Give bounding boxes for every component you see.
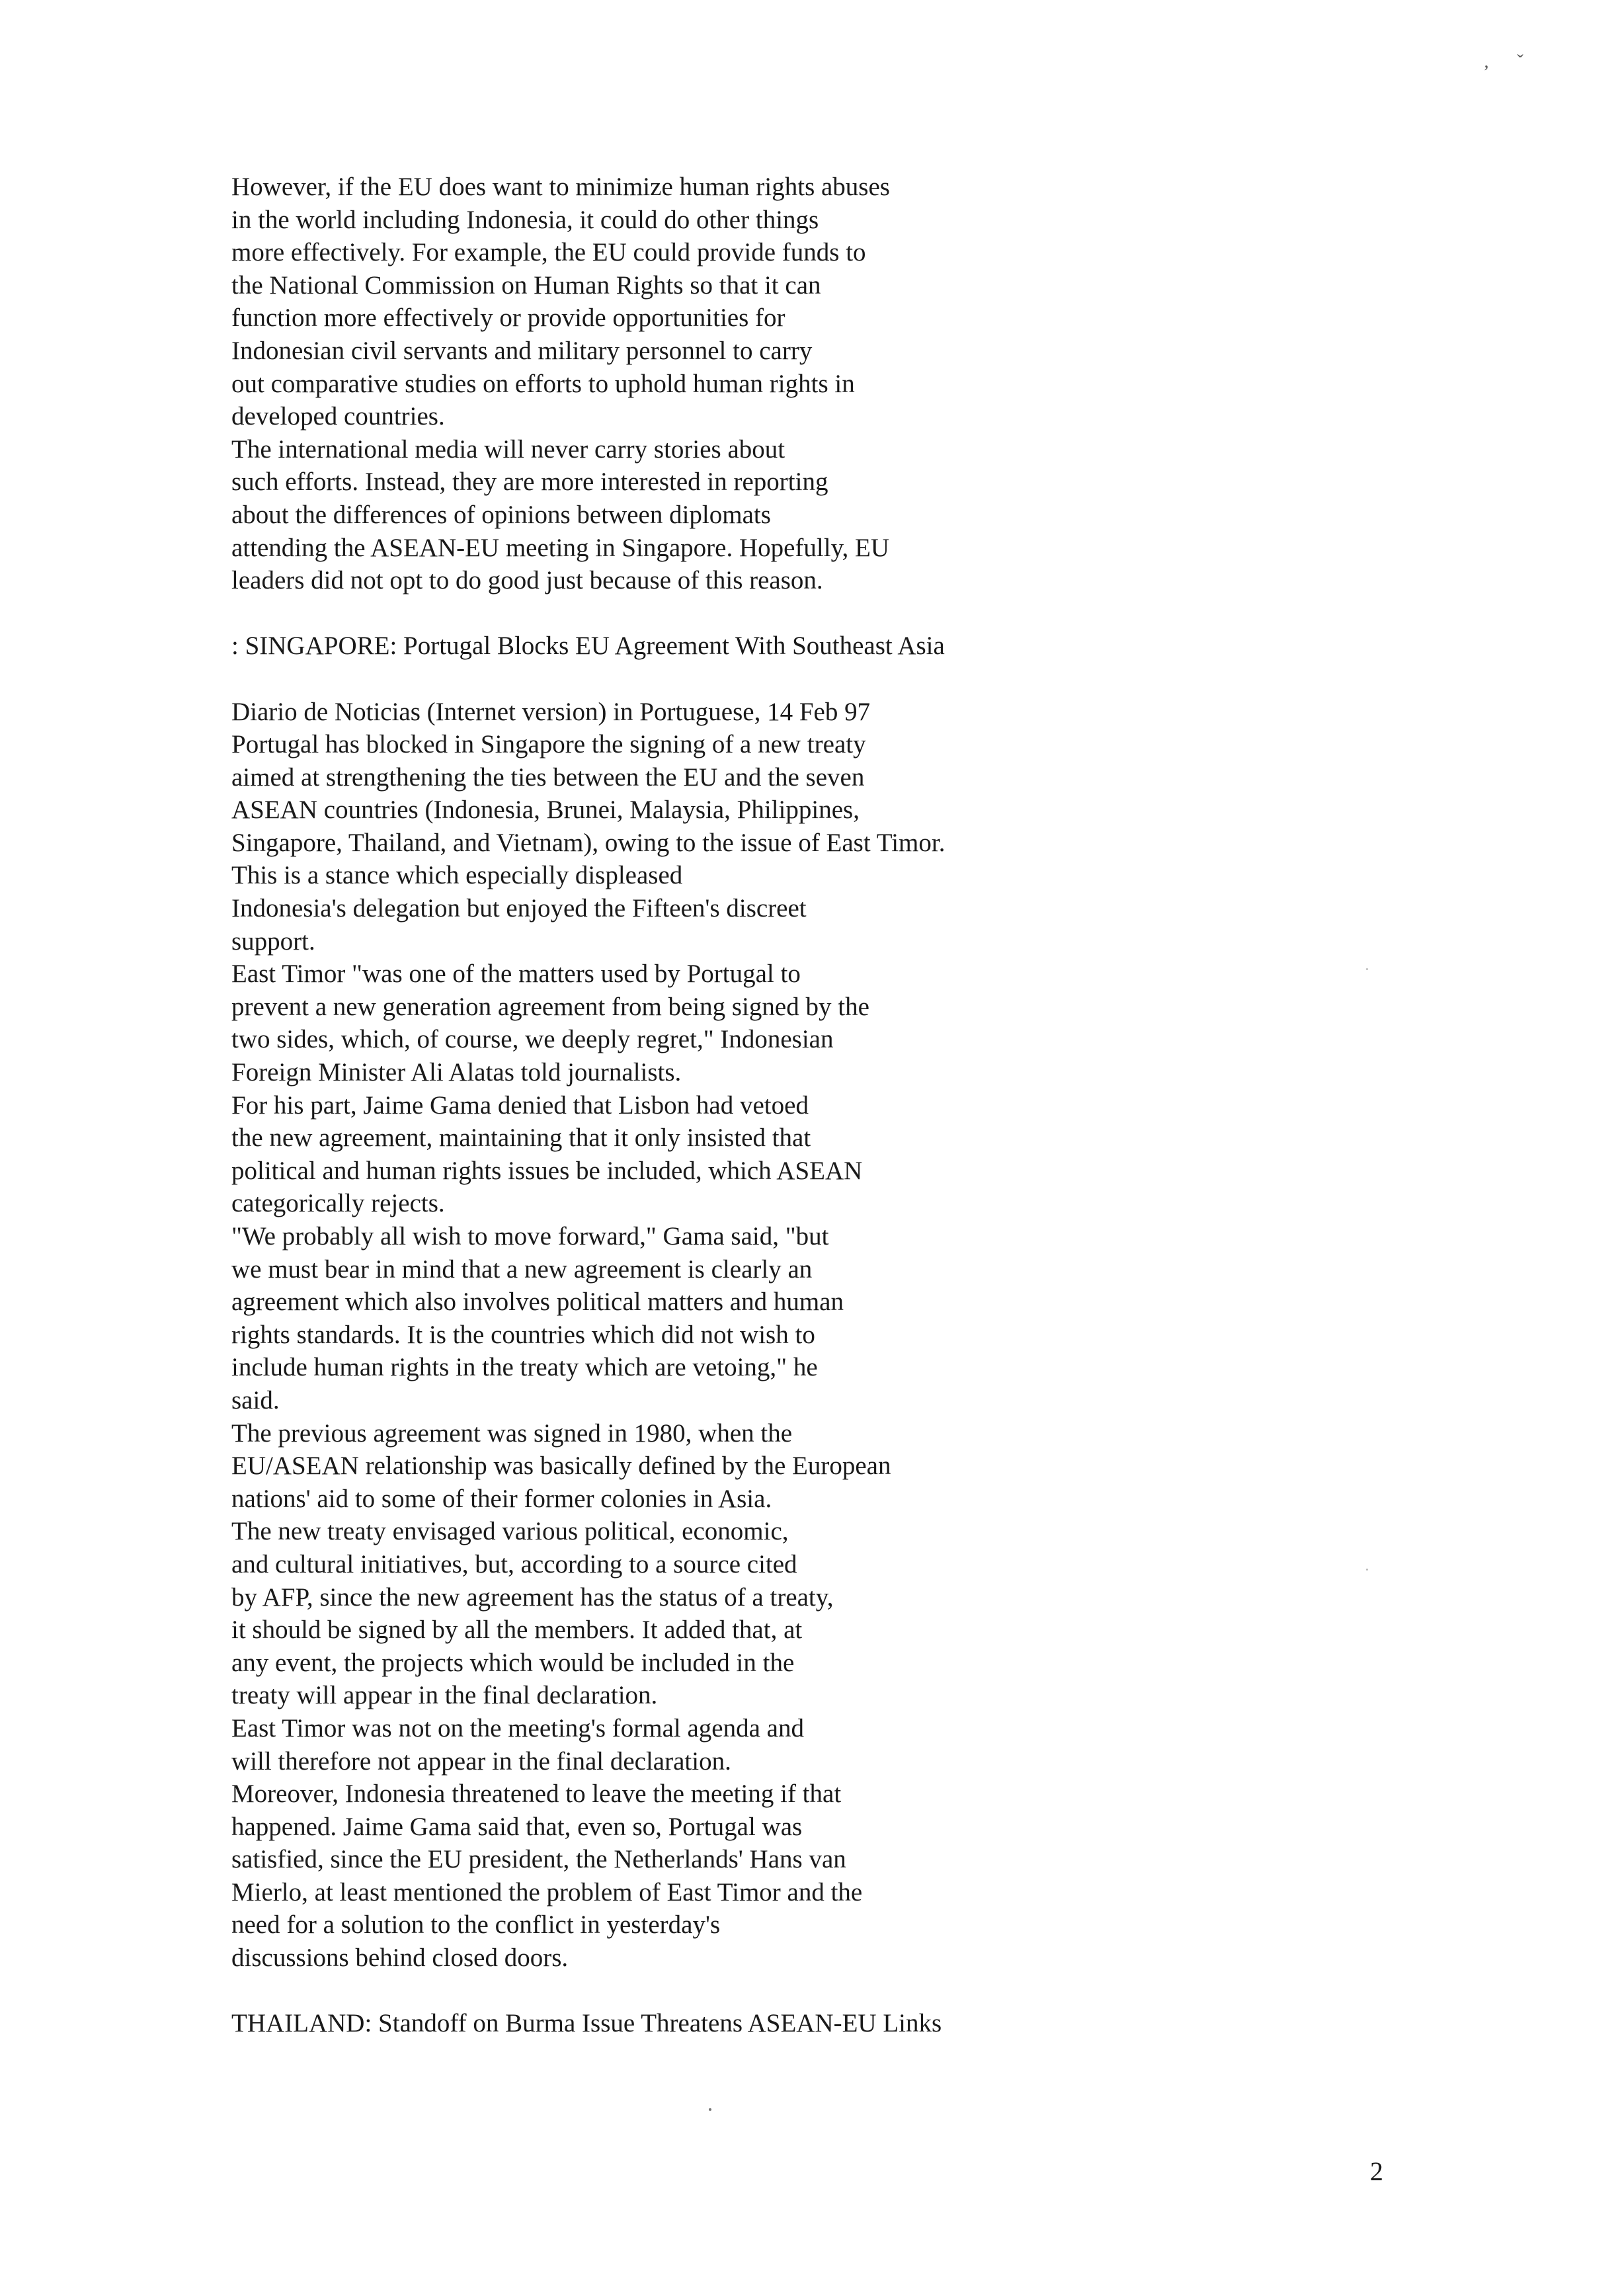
text-line: Indonesia's delegation but enjoyed the Fifteen's discreet	[231, 894, 807, 923]
text-line: happened. Jaime Gama said that, even so, Portugal was	[231, 1812, 803, 1841]
text-line: the new agreement, maintaining that it only insisted that	[231, 1124, 811, 1153]
text-line: in the world including Indonesia, it could do other things	[231, 205, 819, 234]
text-line: by AFP, since the new agreement has the status of a treaty,	[231, 1582, 834, 1612]
text-line: The new treaty envisaged various political, economic,	[231, 1517, 789, 1546]
text-line: Foreign Minister Ali Alatas told journalists.	[231, 1058, 682, 1087]
text-line: the National Commission on Human Rights so that it can	[231, 270, 821, 300]
text-line: East Timor was not on the meeting's formal agenda and	[231, 1713, 804, 1742]
scan-mark: , ˇ	[1484, 52, 1535, 72]
text-line: political and human rights issues be included, which ASEAN	[231, 1156, 863, 1185]
text-line: Portugal has blocked in Singapore the signing of a new treaty	[231, 730, 866, 759]
scan-speck	[709, 2108, 711, 2111]
text-line: Diario de Noticias (Internet version) in Portuguese, 14 Feb 97	[231, 697, 871, 726]
text-line: aimed at strengthening the ties between the EU and the seven	[231, 762, 865, 792]
text-line: EU/ASEAN relationship was basically defined by the European	[231, 1452, 891, 1481]
text-line: Moreover, Indonesia threatened to leave the meeting if that	[231, 1780, 842, 1809]
text-line: attending the ASEAN-EU meeting in Singapore. Hopefully, EU	[231, 533, 890, 562]
scan-speck	[1366, 968, 1368, 970]
text-line: East Timor "was one of the matters used by Portugal to	[231, 960, 801, 989]
text-line: treaty will appear in the final declaration.	[231, 1681, 658, 1710]
paragraph-gap	[231, 663, 1455, 696]
text-line: and cultural initiatives, but, according to a source cited	[231, 1549, 797, 1578]
text-line: nations' aid to some of their former colonies in Asia.	[231, 1484, 772, 1513]
text-line: categorically rejects.	[231, 1189, 445, 1218]
text-line: For his part, Jaime Gama denied that Lisbon had vetoed	[231, 1090, 809, 1120]
text-line: However, if the EU does want to minimize human rights abuses	[231, 173, 890, 201]
text-line: Indonesian civil servants and military personnel to carry	[231, 336, 813, 365]
paragraph-gap	[231, 597, 1455, 630]
text-line: rights standards. It is the countries which did not wish to	[231, 1320, 815, 1349]
text-line: will therefore not appear in the final declaration.	[231, 1746, 731, 1776]
text-line: more effectively. For example, the EU could provide funds to	[231, 238, 866, 267]
text-line: support.	[231, 926, 315, 956]
paragraph-gap	[231, 1975, 1455, 2008]
text-line: out comparative studies on efforts to uphold human rights in	[231, 369, 855, 398]
text-line: include human rights in the treaty which are vetoing," he	[231, 1353, 818, 1382]
text-line: such efforts. Instead, they are more interested in reporting	[231, 468, 828, 497]
text-line: about the differences of opinions between diplomats	[231, 500, 771, 529]
scan-speck	[1366, 1569, 1368, 1571]
text-line: discussions behind closed doors.	[231, 1944, 569, 1973]
text-line: THAILAND: Standoff on Burma Issue Threatens ASEAN-EU Links	[231, 2009, 942, 2038]
text-line: "We probably all wish to move forward," Gama said, "but	[231, 1222, 829, 1250]
text-line: : SINGAPORE: Portugal Blocks EU Agreement With Southeast Asia	[231, 632, 945, 661]
text-line: we must bear in mind that a new agreement is clearly an	[231, 1254, 813, 1284]
text-line: This is a stance which especially displeased	[231, 861, 683, 890]
text-line: said.	[231, 1385, 280, 1414]
text-line: leaders did not opt to do good just because of this reason.	[231, 566, 823, 595]
body-text	[231, 171, 1455, 2040]
text-line: satisfied, since the EU president, the Netherlands' Hans van	[231, 1845, 846, 1874]
text-line: ASEAN countries (Indonesia, Brunei, Malaysia, Philippines,	[231, 796, 860, 825]
text-line: Mierlo, at least mentioned the problem of East Timor and the	[231, 1877, 863, 1906]
text-line: developed countries.	[231, 402, 445, 431]
text-line: prevent a new generation agreement from being signed by the	[231, 992, 869, 1021]
text-line: two sides, which, of course, we deeply regret," Indonesian	[231, 1025, 834, 1054]
page-number: 2	[1370, 2156, 1383, 2186]
text-line: it should be signed by all the members. It added that, at	[231, 1616, 803, 1645]
text-line: any event, the projects which would be included in the	[231, 1648, 795, 1677]
text-line: Singapore, Thailand, and Vietnam), owing to the issue of East Timor.	[231, 828, 945, 857]
text-line: agreement which also involves political matters and human	[231, 1288, 844, 1317]
text-line: need for a solution to the conflict in yesterday's	[231, 1910, 721, 1940]
text-line: function more effectively or provide opportunities for	[231, 304, 785, 333]
text-line: The international media will never carry stories about	[231, 434, 785, 464]
text-line: The previous agreement was signed in 1980, when the	[231, 1418, 793, 1448]
